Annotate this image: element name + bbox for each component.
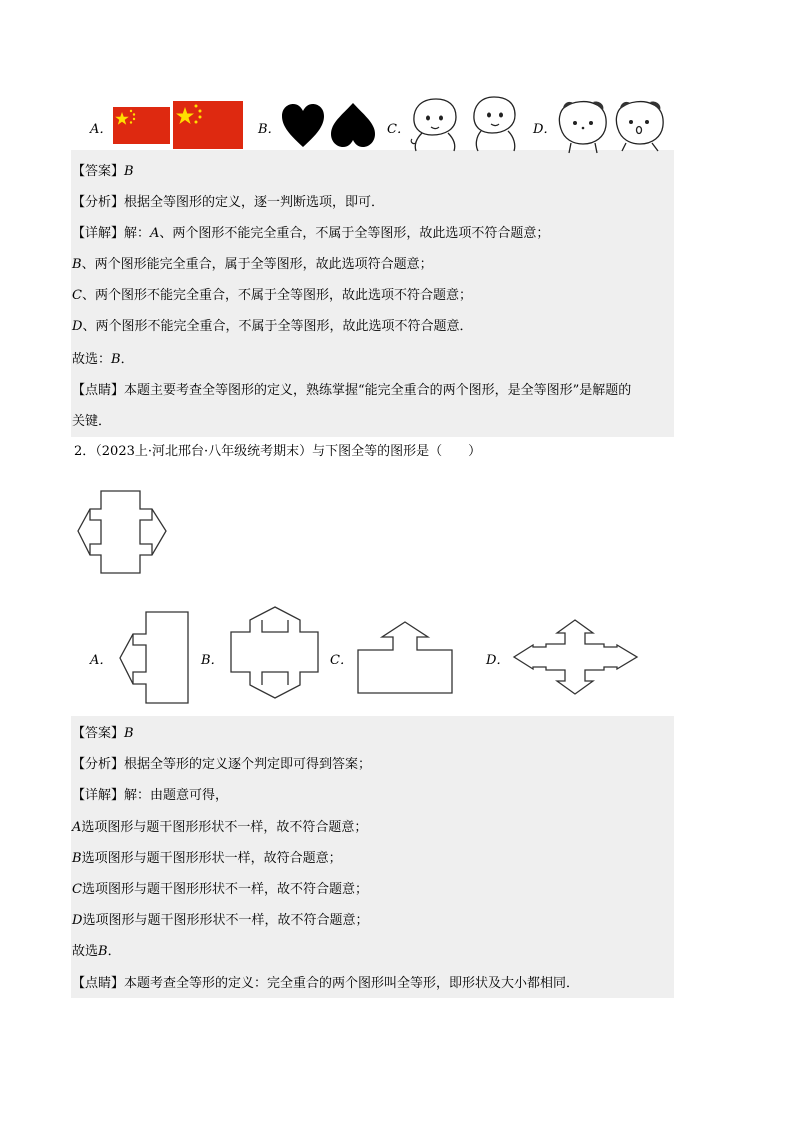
q1-option-a-label: A．	[90, 122, 113, 137]
answer-tag: 【答案】	[72, 164, 125, 179]
option-letter: C	[72, 882, 82, 897]
analysis-tag: 【分析】	[72, 195, 125, 210]
q1-comment-cont	[72, 412, 111, 432]
choice-value: B	[111, 352, 121, 367]
q2-line-d	[72, 911, 368, 931]
q2-option-b-label: B．	[201, 653, 224, 668]
option-letter: D	[72, 913, 83, 928]
detail-tag: 【详解】	[72, 788, 125, 803]
q1-option-c-label: C．	[387, 122, 410, 137]
cartoon-boy-icon	[408, 97, 464, 153]
cartoon-bear-surprised-icon	[612, 97, 668, 155]
choice-suffix: ．	[120, 352, 134, 367]
q1-line-d	[72, 317, 472, 337]
q1-option-b-label: B．	[258, 122, 281, 137]
q2-option-a-label: A．	[90, 653, 113, 668]
q2-option-c-label: C．	[330, 653, 353, 668]
choice-suffix: ．	[107, 944, 121, 959]
q2-reference-figure	[77, 490, 167, 576]
option-letter: C	[72, 288, 82, 303]
detail-option: A	[150, 226, 160, 241]
analysis-tag: 【分析】	[72, 757, 125, 772]
q2-option-a-figure	[118, 610, 190, 705]
line-text: 、两个图形能完全重合，属于全等图形，故此选项符合题意；	[81, 257, 433, 272]
option-letter: A	[72, 820, 82, 835]
line-text: 、两个图形不能完全重合，不属于全等图形，故此选项不符合题意．	[82, 319, 473, 334]
q2-analysis	[72, 755, 371, 775]
line-text: 选项图形与题干图形形状一样，故符合题意；	[81, 851, 342, 866]
q2-comment	[72, 974, 579, 994]
comment-tag: 【点睛】	[72, 383, 125, 398]
q1-analysis	[72, 193, 384, 213]
line-text: 、两个图形不能完全重合，不属于全等图形，故此选项不符合题意；	[81, 288, 472, 303]
line-text: 选项图形与题干图形形状不一样，故不符合题意；	[81, 820, 368, 835]
choice-prefix: 故选：	[72, 352, 112, 367]
detail-tag: 【详解】	[72, 226, 125, 241]
q2-option-d-figure	[512, 618, 640, 696]
option-letter: B	[72, 257, 82, 272]
detail-text: 解：由题意可得，	[124, 788, 229, 803]
flag-large-star-2	[199, 110, 202, 113]
answer-value: B	[124, 726, 134, 741]
flag-large-icon	[173, 101, 243, 149]
analysis-text: 根据全等图形的定义，逐一判断选项，即可．	[124, 195, 385, 210]
option-letter: B	[72, 851, 82, 866]
flag-small-star-2	[133, 113, 135, 115]
option-letter: D	[72, 319, 83, 334]
detail-text: 、两个图形不能完全重合，不属于全等图形，故此选项不符合题意；	[159, 226, 550, 241]
flag-small-star-4	[130, 121, 132, 123]
flag-small-star-1	[130, 110, 132, 112]
q1-choice	[72, 350, 134, 370]
q2-option-b-figure	[229, 605, 321, 700]
comment-text: 本题主要考查全等图形的定义，熟练掌握“能完全重合的两个图形，是全等图形”是解题的	[124, 383, 632, 398]
answer-value: B	[124, 164, 134, 179]
q1-line-b	[72, 255, 433, 275]
line-text: 选项图形与题干图形形状不一样，故不符合题意；	[81, 882, 368, 897]
q2-stem: 2．（2023上·河北邢台·八年级统考期末）与下图全等的图形是（ ）	[74, 444, 482, 459]
q1-comment	[72, 381, 631, 401]
cartoon-boy-mirrored-icon	[466, 95, 522, 153]
q2-option-c-figure	[356, 620, 454, 696]
flag-large-star-4	[195, 121, 198, 124]
q1-detail	[72, 224, 549, 244]
choice-value: B	[98, 944, 108, 959]
comment-tag: 【点睛】	[72, 976, 125, 991]
analysis-text: 根据全等形的定义逐个判定即可得到答案；	[124, 757, 372, 772]
heart-icon	[281, 103, 325, 149]
comment-text-cont: 关键．	[72, 414, 112, 429]
q1-line-c	[72, 286, 472, 306]
line-text: 选项图形与题干图形形状不一样，故不符合题意；	[82, 913, 369, 928]
q2-line-a	[72, 818, 367, 838]
answer-tag: 【答案】	[72, 726, 125, 741]
q2-detail	[72, 786, 228, 806]
q1-option-d-label: D．	[533, 122, 557, 137]
flag-large-field	[173, 101, 243, 149]
detail-prefix: 解：	[124, 226, 151, 241]
choice-prefix: 故选	[72, 944, 99, 959]
q1-answer	[72, 162, 134, 182]
q2-line-c	[72, 880, 368, 900]
spade-icon	[330, 101, 376, 149]
comment-text: 本题考查全等形的定义：完全重合的两个图形叫全等形，即形状及大小都相同．	[124, 976, 580, 991]
q2-line-b	[72, 849, 342, 869]
flag-large-star-1	[195, 105, 198, 108]
q2-answer	[72, 724, 134, 744]
flag-small-icon	[113, 107, 170, 144]
flag-small-field	[113, 107, 170, 144]
q2-choice	[72, 942, 121, 962]
q2-option-d-label: D．	[486, 653, 510, 668]
flag-small-star-3	[133, 118, 135, 120]
cartoon-bear-icon	[555, 97, 611, 155]
flag-large-star-3	[199, 116, 202, 119]
